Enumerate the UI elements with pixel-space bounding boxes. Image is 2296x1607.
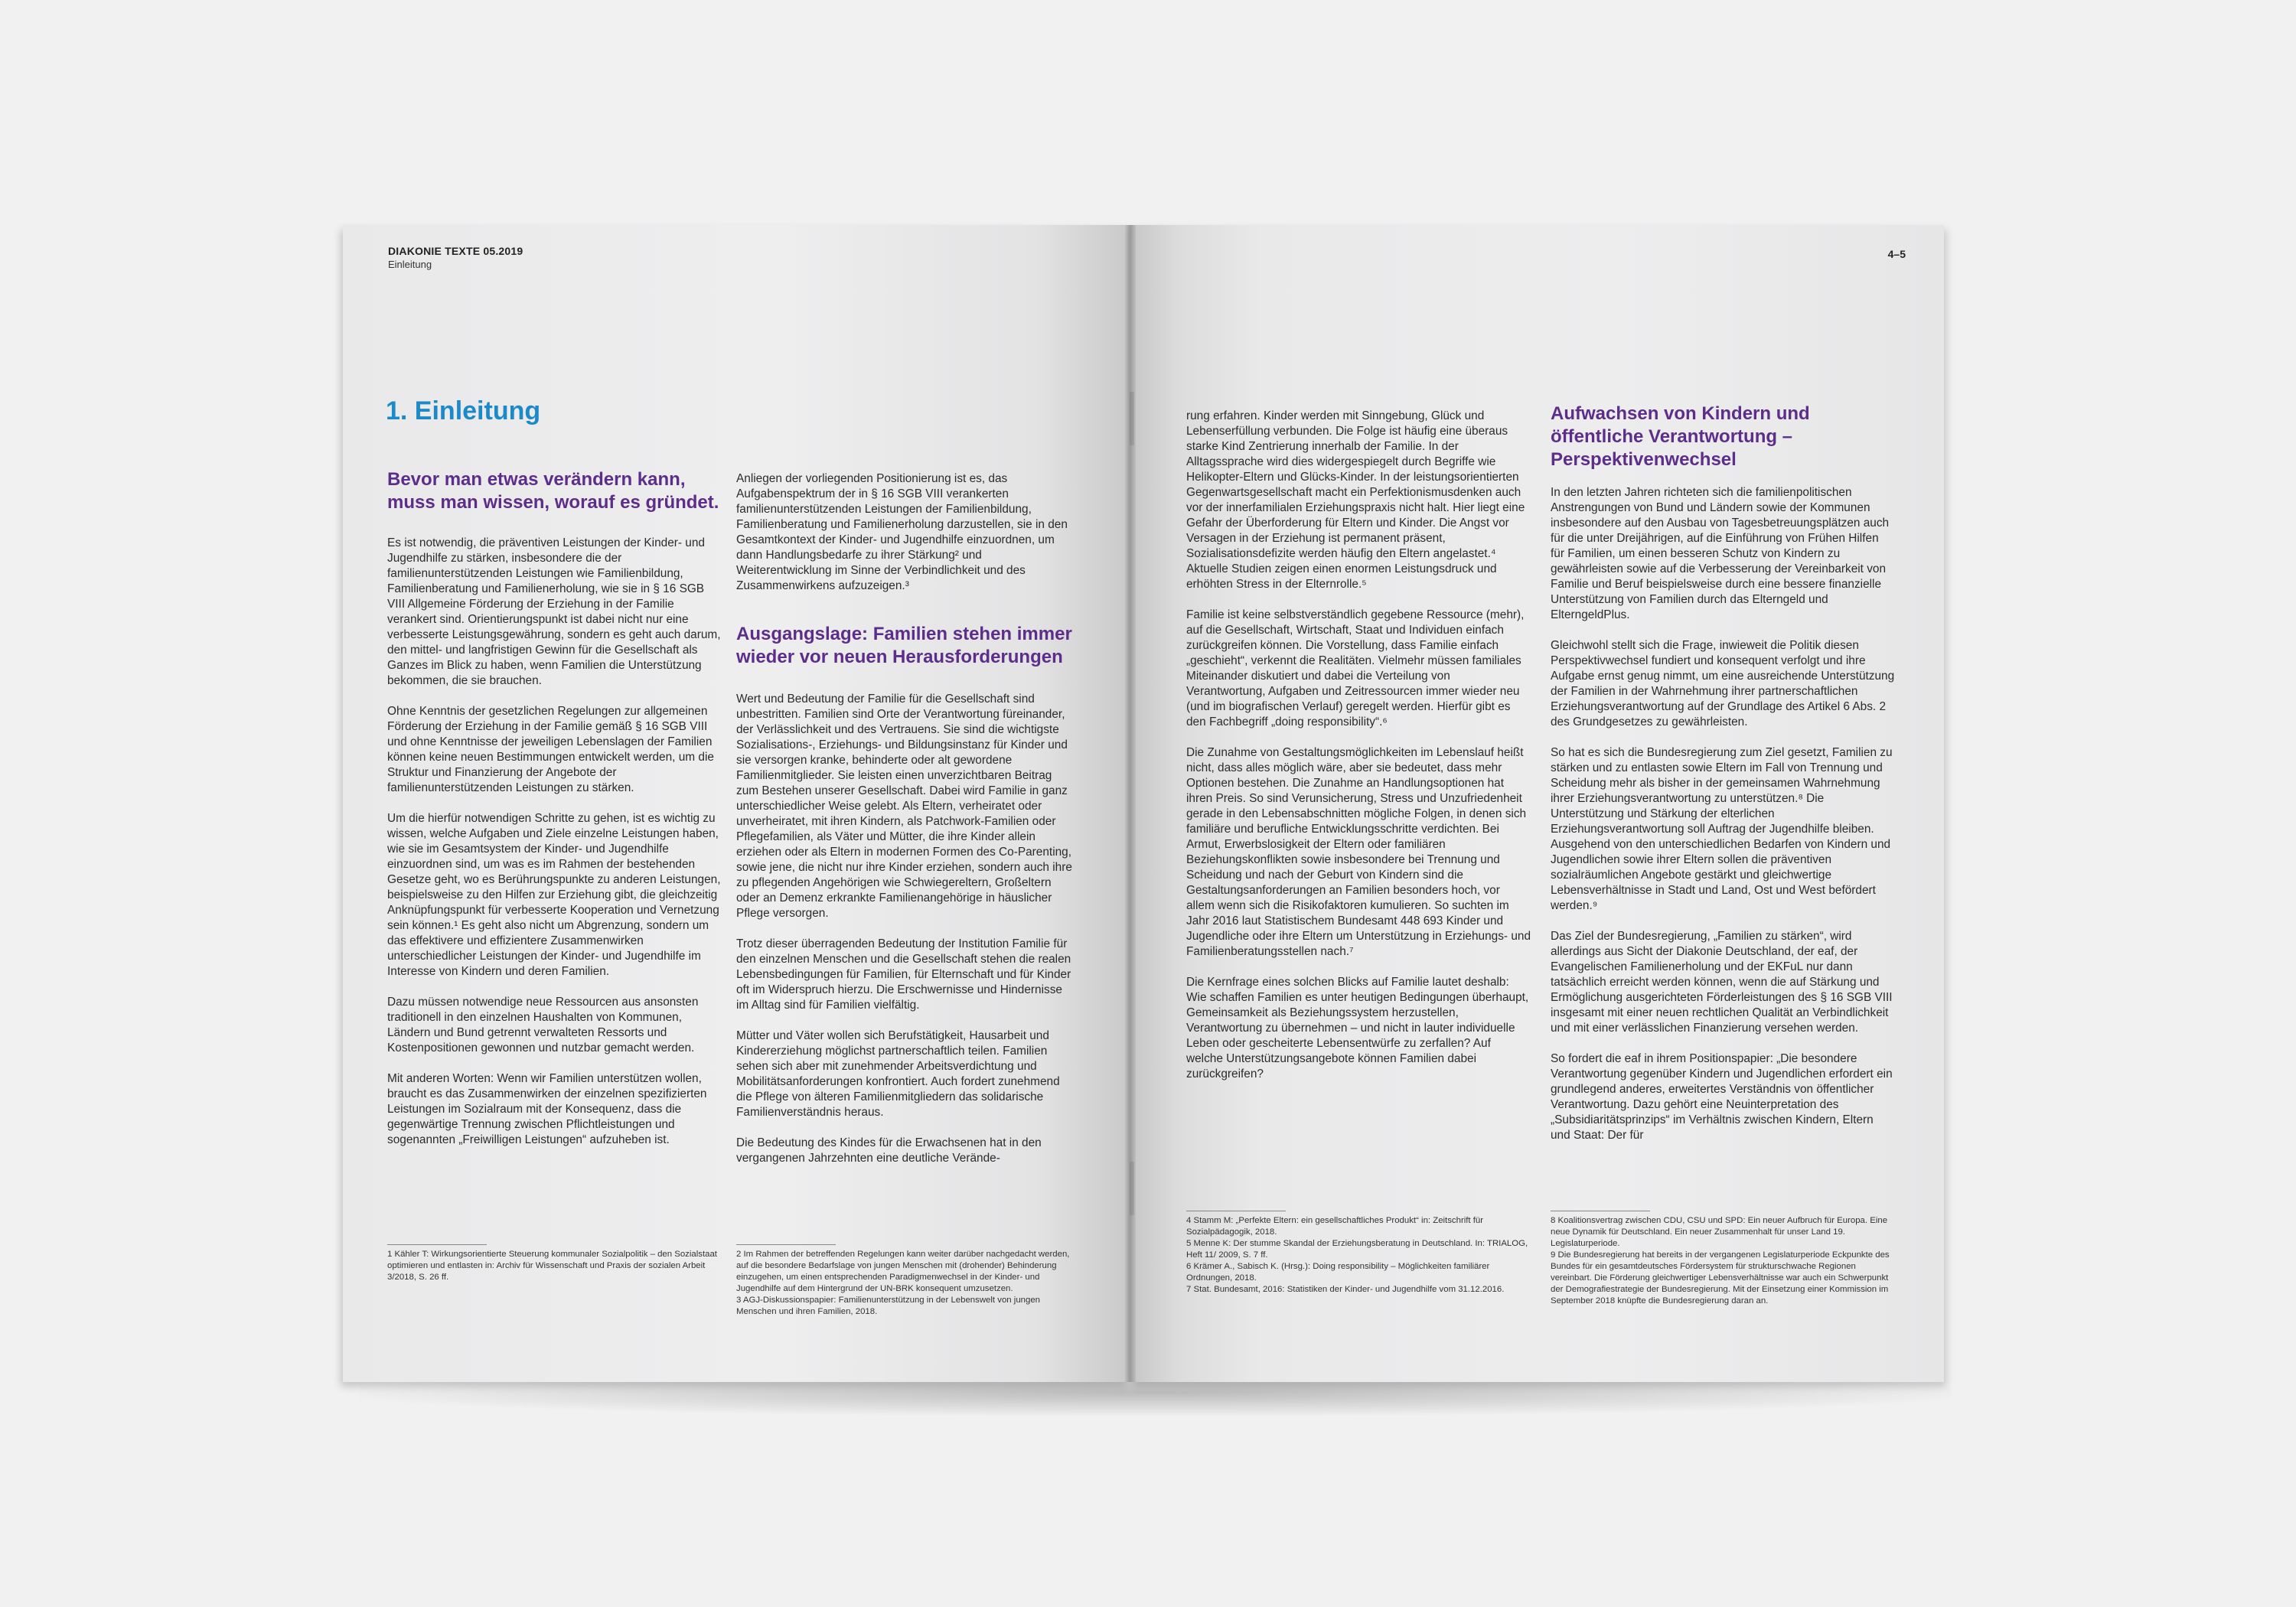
body-paragraph: Es ist notwendig, die präventiven Leistungen der Kinder- und Jugendhilfe zu stärken, insbesondere die der familienunterstützenden Leistungen wie Familienbildung, Familienberatung und Familienerholung, wie sie in § 16 SGB VIII Allgemeine Förderung der Erziehung in der Familie verankert sind. Orientierungspunkt ist dabei nicht nur eine verbesserte Leistungsgewährung, sondern es geht auch darum, den mittel- und langfristigen Gewinn für die Gesellschaft als Ganzes im Blick zu haben, wenn Familien die Unterstützung bekommen, die sie brauchen.	[387, 536, 721, 687]
body-paragraph: Mütter und Väter wollen sich Berufstätigkeit, Hausarbeit und Kindererziehung möglichst partnerschaftlich teilen. Familien sehen sich aber mit zunehmender Arbeitsverdichtung und Mobilitätsanforderungen konfrontiert. Auch fordert zunehmend die Pflege von älteren Familienmitgliedern das solidarische Familienverständnis heraus.	[736, 1029, 1060, 1119]
footnote: 8 Koalitionsvertrag zwischen CDU, CSU und SPD: Ein neuer Aufbruch für Europa. Eine neue Dynamik für Deutschland. Ein neuer Zusammenhalt für unser Land 19. Legislaturperiode.	[1551, 1216, 1888, 1248]
section-heading-2: Ausgangslage: Familien stehen immer wieder vor neuen Herausforderungen	[736, 624, 1072, 667]
body-paragraph: So fordert die eaf in ihrem Positionspapier: „Die besondere Verantwortung gegenüber Kindern und Jugendlichen erfordert ein grundlegend anderes, erweitertes Verständnis von öffentlicher Verantwortung. Dazu gehört eine Neuinterpretation des „Subsidiaritätsprinzips“ im Verhältnis zwischen Kindern, Eltern und Staat: Der für	[1551, 1052, 1893, 1142]
body-paragraph: Die Bedeutung des Kindes für die Erwachsenen hat in den vergangenen Jahrzehnten eine deutliche Verände-	[736, 1136, 1042, 1165]
body-paragraph: rung erfahren. Kinder werden mit Sinngebung, Glück und Lebenserfüllung verbunden. Die Folge ist häufig eine überaus starke Kind Zentrierung innerhalb der Familie. In der Alltagssprache wird dies widergespiegelt durch Begriffe wie Helikopter-Eltern und Glücks-Kinder. In der leistungsorientierten Gegenwartsgesellschaft macht ein Perfektionismusdenken auch vor der innerfamilialen Erziehungspraxis nicht halt. Hier liegt eine Gefahr der Überforderung für Eltern und Kinder. Die Angst vor Versagen in der Erziehung ist permanent präsent, Sozialisationsdefizite werden häufig den Eltern angelastet.⁴ Aktuelle Studien zeigen einen enormen Leistungsdruck und erhöhten Stress in der Elternrolle.⁵	[1186, 409, 1525, 591]
intro-paragraph: Anliegen der vorliegenden Positionierung ist es, das Aufgabenspektrum der in § 16 SGB VIII verankerten familienunterstützenden Leistungen der Familienbildung, Familienberatung und Familienerholung darzustellen, sie in den Gesamtkontext der Kinder- und Jugendhilfe einzuordnen, um dann Handlungsbedarfe zu ihrer Stärkung² und Weiterentwicklung im Sinne der Verbindlichkeit und des Zusammenwirkens aufzuzeigen.³	[736, 472, 1068, 592]
page-number: 4–5	[1887, 248, 1906, 260]
footnotes-column-1	[387, 1249, 724, 1283]
body-paragraph: Wert und Bedeutung der Familie für die Gesellschaft sind unbestritten. Familien sind Orte der Verantwortung füreinander, der Verlässlichkeit und des Vertrauens. Sie sind die wichtigste Sozialisations-, Erziehungs- und Bildungsinstanz für Kinder und sie versorgen kranke, behinderte oder alt gewordene Familienmitglieder. Sie leisten einen unverzichtbaren Beitrag zum Bestehen unserer Gesellschaft. Dabei wird Familie in ganz unterschiedlicher Weise gelebt. Als Eltern, verheiratet oder unverheiratet, mit ihren Kindern, als Patchwork-Familien oder Pflegefamilien, als Väter und Mütter, die ihre Kinder allein erziehen oder als Eltern in modernen Formen des Co-Parenting, sowie jene, die nicht nur ihre Kinder erziehen, sondern auch ihre zu pflegenden Angehörigen wie Schwiegereltern, Großeltern oder an Demenz erkrankte Familienangehörige in häuslicher Pflege versorgen.	[736, 693, 1072, 920]
footnote-rule	[736, 1244, 836, 1245]
header-title: DIAKONIE TEXTE 05.2019	[388, 245, 523, 257]
body-paragraph: Familie ist keine selbstverständlich gegebene Ressource (mehr), auf die Gesellschaft, Wirtschaft, Staat und Individuen einfach zurückgreifen können. Die Vorstellung, dass Familie einfach „geschieht“, verkennt die Realitäten. Vielmehr müssen familiales Miteinander diskutiert und dabei die Verteilung von Verantwortung, Aufgaben und Zeitressourcen immer wieder neu (und im biografischen Verlauf) geregelt werden. Hierfür gibt es den Fachbegriff „doing responsibility“.⁶	[1186, 608, 1525, 729]
body-paragraph: Das Ziel der Bundesregierung, „Familien zu stärken“, wird allerdings aus Sicht der Diakonie Deutschland, der eaf, der Evangelischen Familienerholung und der EKFuL nur dann tatsächlich erreicht werden können, wenn die auf Stärkung und Ermöglichung ausgerichteten Förderleistungen des § 16 SGB VIII insgesamt mit einer neuen rechtlichen Qualität an Verbindlichkeit und mit einer verlässlichen Finanzierung versehen werden.	[1551, 930, 1893, 1035]
footnote: 6 Krämer A., Sabisch K. (Hrsg.): Doing responsibility – Möglichkeiten familiärer Ordnungen, 2018.	[1186, 1262, 1490, 1283]
body-paragraph: Die Kernfrage eines solchen Blicks auf Familie lautet deshalb: Wie schaffen Familien es unter heutigen Bedingungen überhaupt, Gemeinsamkeit als Beziehungssystem herzustellen, Verantwortung zu übernehmen – und nicht in lauter individuelle Leben oder gescheiterte Lebensentwürfe zu zerfallen? Auf welche Unterstützungsangebote können Familien dabei zurückgreifen?	[1186, 976, 1529, 1081]
column-2-intro	[736, 471, 1073, 609]
body-paragraph: Trotz dieser überragenden Bedeutung der Institution Familie für den einzelnen Menschen und die Gesellschaft stehen die realen Lebensbedingungen für Familien, für Elternschaft und für Kinder oft im Widerspruch hierzu. Die Erschwernisse und Hindernisse im Alltag sind für Familien vielfältig.	[736, 937, 1071, 1012]
left-page	[343, 225, 1130, 1382]
footnote: 5 Menne K: Der stumme Skandal der Erziehungsberatung in Deutschland. In: TRIALOG, Heft 11/ 2009, S. 7 ff.	[1186, 1239, 1528, 1260]
body-paragraph: Gleichwohl stellt sich die Frage, inwieweit die Politik diesen Perspektivwechsel fundiert und konsequent verfolgt und ihre Aufgabe ernst genug nimmt, um eine ausreichende Unterstützung der Familien in der Wahrnehmung ihrer partnerschaftlichen Erziehungsverantwortung auf der Grundlage des Artikel 6 Abs. 2 des Grundgesetzes zu gewährleisten.	[1551, 639, 1895, 729]
booklet-spine	[1125, 225, 1136, 1382]
footnote: 7 Stat. Bundesamt, 2016: Statistiken der Kinder- und Jugendhilfe vom 31.12.2016.	[1186, 1285, 1505, 1294]
footnotes-column-4	[1551, 1215, 1895, 1307]
body-paragraph: Die Zunahme von Gestaltungsmöglichkeiten im Lebenslauf heißt nicht, dass alles möglich wäre, aber sie bedeutet, dass mehr Optionen bestehen. Die Zunahme an Handlungsoptionen hat ihren Preis. So sind Verunsicherung, Stress und Unzufriedenheit gerade in den Lebensabschnitten mögliche Folgen, in denen sich familiäre und berufliche Entwicklungsschritte verdichten. Bei Armut, Erwerbslosigkeit der Eltern oder familiären Beziehungskonflikten sowie insbesondere bei Trennung und Scheidung und nach der Geburt von Kindern sind die Gestaltungsanforderungen an Familien besonders hoch, vor allem wenn sich die Risikofaktoren kumulieren. So suchten im Jahr 2016 laut Statistischem Bundesamt 448 693 Kinder und Jugendliche oder ihre Eltern um Unterstützung in Erziehungs- und Familienberatungsstellen nach.⁷	[1186, 746, 1531, 958]
section-heading-1: Bevor man etwas verändern kann, muss man wissen, worauf es gründet.	[387, 469, 719, 513]
footnote: 9 Die Bundesregierung hat bereits in der vergangenen Legislaturperiode Eckpunkte des Bundes für ein gesamtdeutsches Fördersystem für strukturschwache Regionen vereinbart. Die Förderung gleichwertiger Lebensverhältnisse war auch ein Schwerpunkt der Demografiestrategie der Bundesregierung. Mit der Einsetzung einer Kommission im September 2018 knüpfte die Bundesregierung daran an.	[1551, 1250, 1890, 1305]
chapter-title: 1. Einleitung	[386, 396, 541, 425]
body-paragraph: Um die hierfür notwendigen Schritte zu gehen, ist es wichtig zu wissen, welche Aufgaben und Ziele einzelne Leistungen haben, wie sie im Gesamtsystem der Kinder- und Jugendhilfe einzuordnen sind, um was es im Rahmen der bestehenden Gesetze geht, wo es Berührungspunkte zu anderen Leistungen, beispielsweise zu den Hilfen zur Erziehung gibt, die gleichzeitig Anknüpfungspunkt für verbesserte Kooperation und Vernetzung sein können.¹ Es geht also nicht um Abgrenzung, sondern um das effektivere und effizientere Zusammenwirken unterschiedlicher Leistungen der Kinder- und Jugendhilfe im Interesse von Kindern und deren Familien.	[387, 812, 721, 978]
body-paragraph: Ohne Kenntnis der gesetzlichen Regelungen zur allgemeinen Förderung der Erziehung in der Familie gemäß § 16 SGB VIII und ohne Kenntnisse der jeweiligen Lebenslagen der Familien können keine neuen Bestimmungen entwickelt werden, um die Struktur und Finanzierung der Angebote der familienunterstützenden Leistungen zu stärken.	[387, 705, 714, 794]
column-4-body	[1551, 485, 1895, 1159]
footnote: 1 Kähler T: Wirkungsorientierte Steuerung kommunaler Sozialpolitik – den Sozialstaat optimieren und entlasten in: Archiv für Wissenschaft und Praxis der sozialen Arbeit 3/2018, S. 26 ff.	[387, 1250, 717, 1282]
column-1-body	[387, 536, 724, 1163]
column-2-body	[736, 692, 1073, 1182]
right-page	[1130, 225, 1944, 1382]
header-section: Einleitung	[388, 259, 432, 270]
column-3-body	[1186, 409, 1531, 1097]
footnote: 3 AGJ-Diskussionspapier: Familienunterstützung in der Lebenswelt von jungen Menschen und ihren Familien, 2018.	[736, 1296, 1040, 1316]
footnote: 2 Im Rahmen der betreffenden Regelungen kann weiter darüber nachgedacht werden, auf die besondere Bedarfslage von jungen Menschen mit (drohender) Behinderung einzugehen, um einen entsprechenden Paradigmenwechsel in der Kinder- und Jugendhilfe auf dem Hintergrund der UN-BRK konsequent umzusetzen.	[736, 1250, 1070, 1293]
body-paragraph: In den letzten Jahren richteten sich die familienpolitischen Anstrengungen von Bund und Ländern sowie der Kommunen insbesondere auf den Ausbau von Tagesbetreuungsplätzen auch für die unter Dreijährigen, auf die Einführung von Frühen Hilfen für Familien, um einen besseren Schutz von Kindern zu gewährleisten sowie auf die Verbesserung der Vereinbarkeit von Familie und Beruf beispielsweise durch eine bessere finanzielle Unterstützung von Familien durch das Elterngeld und ElterngeldPlus.	[1551, 486, 1890, 621]
body-paragraph: Mit anderen Worten: Wenn wir Familien unterstützen wollen, braucht es das Zusammenwirken der einzelnen spezifizierten Leistungen im Sozialraum mit der Konsequenz, dass die gegenwärtige Trennung zwischen Pflichtleistungen und sogenannten „Freiwilligen Leistungen“ aufzuheben ist.	[387, 1072, 707, 1146]
body-paragraph: Dazu müssen notwendige neue Ressourcen aus ansonsten traditionell in den einzelnen Haushalten von Kommunen, Ländern und Bund getrennt verwalteten Ressorts und Kostenpositionen gewonnen und nutzbar gemacht werden.	[387, 996, 699, 1054]
footnote: 4 Stamm M: „Perfekte Eltern: ein gesellschaftliches Produkt“ in: Zeitschrift für Sozialpädagogik, 2018.	[1186, 1216, 1484, 1237]
section-heading-3: Aufwachsen von Kindern und öffentliche Verantwortung – Perspektivenwechsel	[1551, 403, 1810, 470]
footnote-rule	[387, 1244, 487, 1245]
footnotes-column-3	[1186, 1215, 1531, 1296]
footnotes-column-2	[736, 1249, 1073, 1318]
body-paragraph: So hat es sich die Bundesregierung zum Ziel gesetzt, Familien zu stärken und zu entlasten sowie Eltern im Fall von Trennung und Scheidung mehr als bisher in der gemeinsamen Wahrnehmung ihrer Erziehungsverantwortung zu unterstützen.⁸ Die Unterstützung und Stärkung der elterlichen Erziehungsverantwortung soll Auftrag der Jugendhilfe bleiben. Ausgehend von den unterschiedlichen Bedarfen von Kindern und Jugendlichen sowie ihrer Eltern sollen die präventiven sozialräumlichen Angebote gestärkt und gleichwertige Lebensverhältnisse in Stadt und Land, Ost und West befördert werden.⁹	[1551, 746, 1893, 912]
